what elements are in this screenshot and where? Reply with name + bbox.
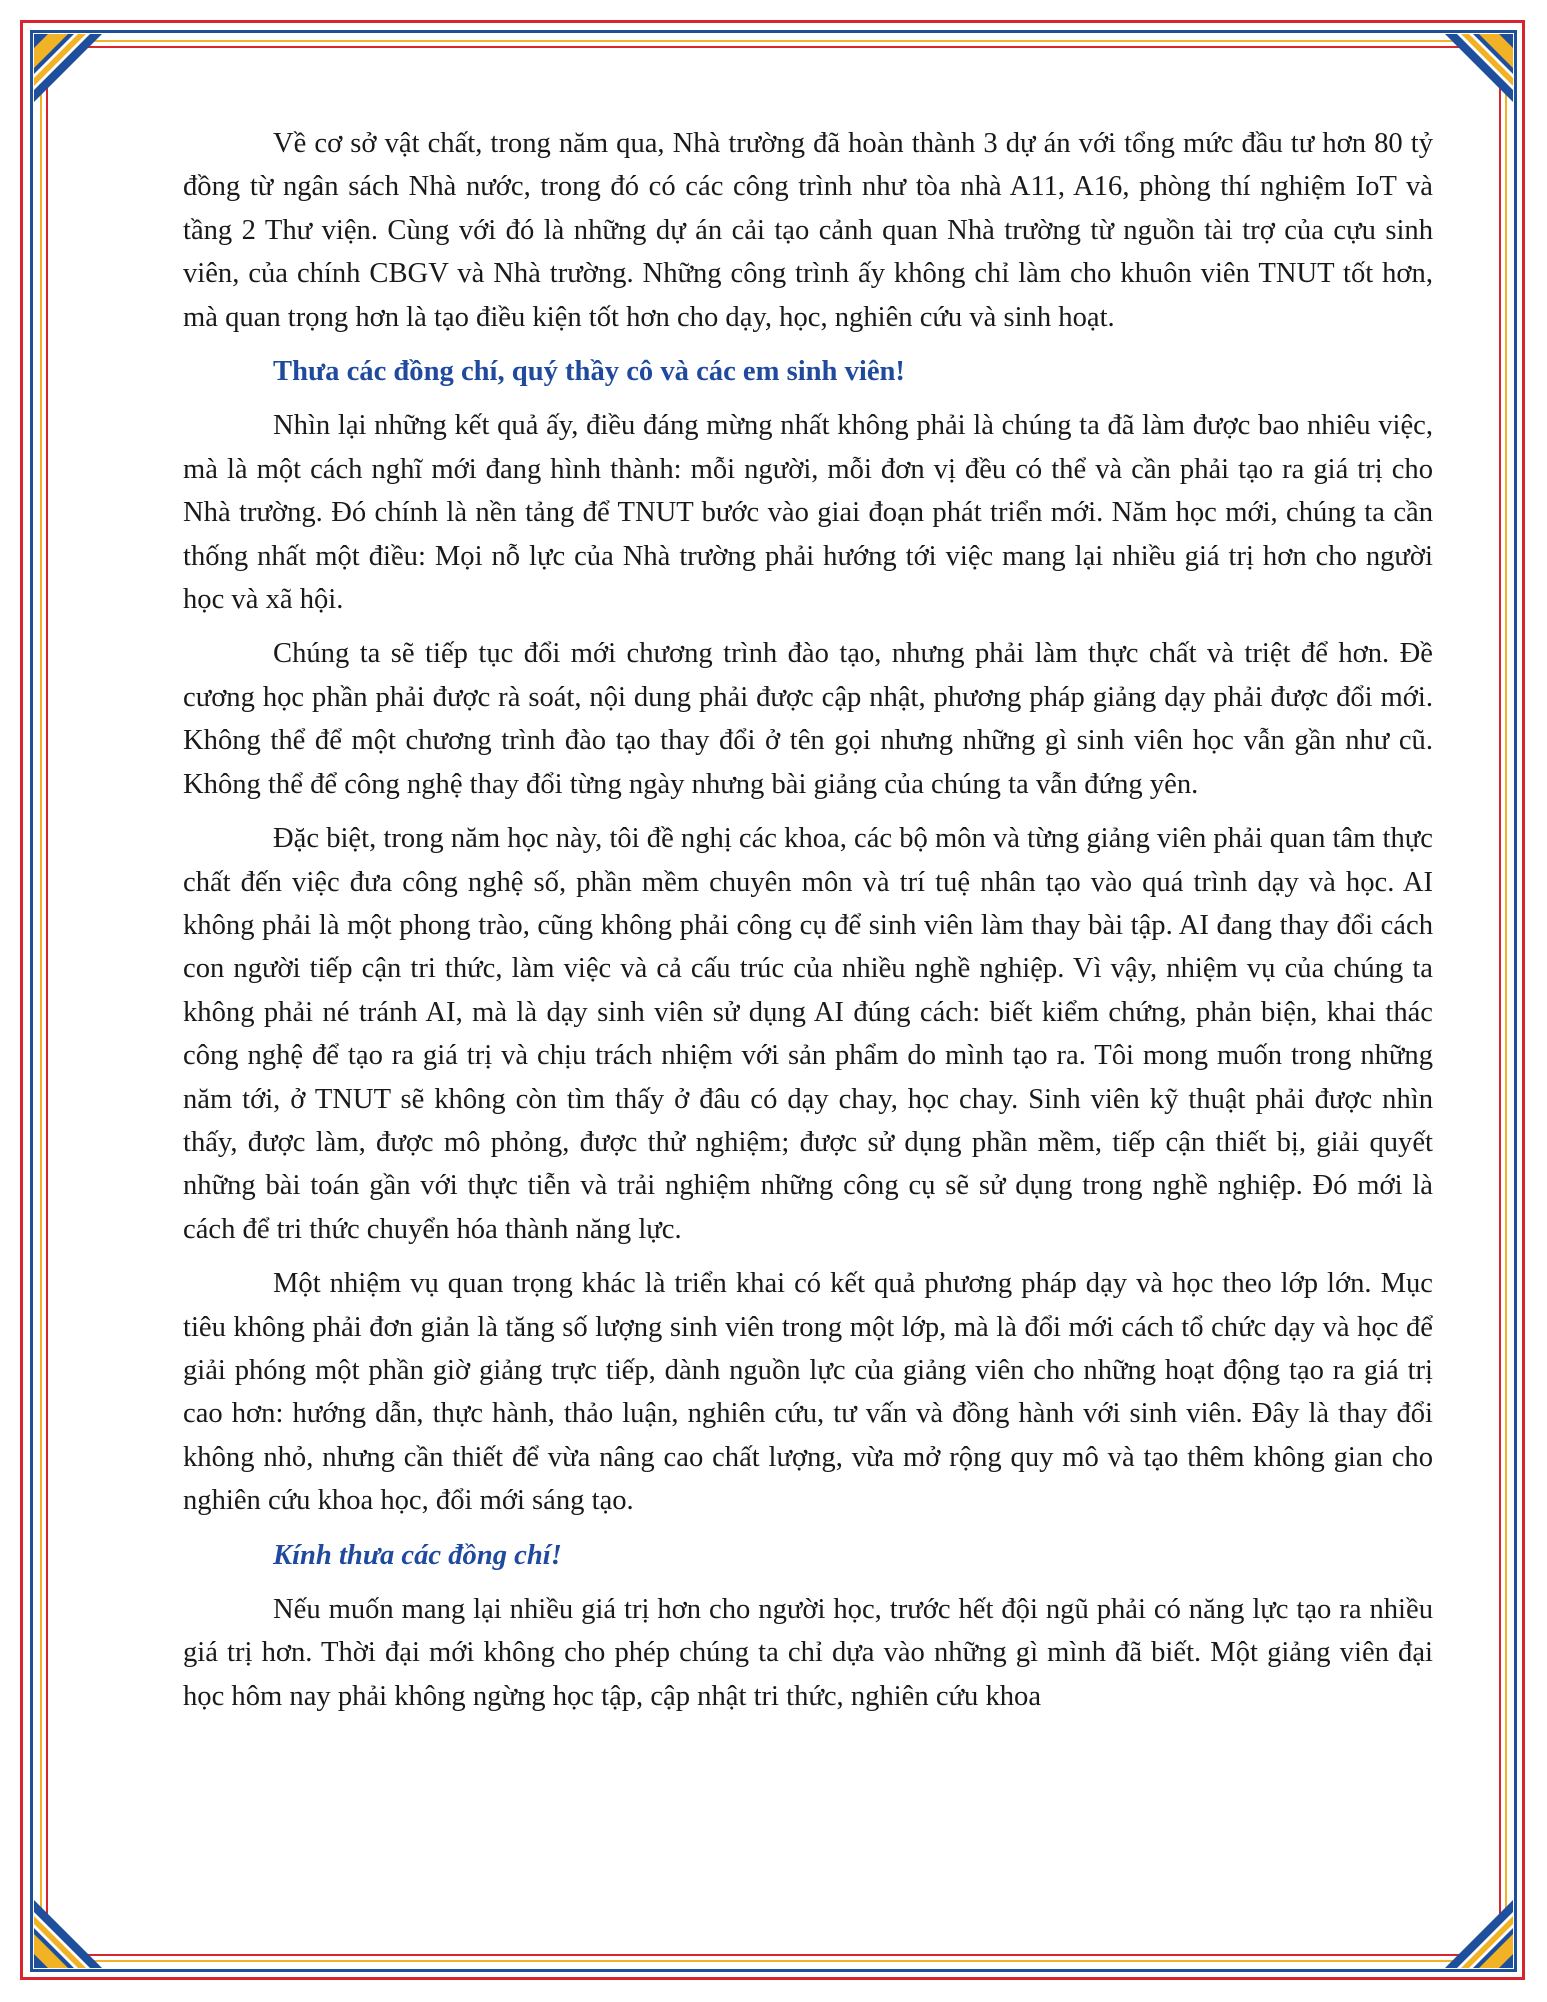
paragraph-ai-technology: Đặc biệt, trong năm học này, tôi đề nghị các khoa, các bộ môn và từng giảng viên phải quan tâm thực chất đến việc đưa công nghệ số, phần mềm chuyên môn và trí tuệ nhân tạo vào quá trình dạy và học. AI không phải là một phong trào, cũng không phải công cụ để sinh viên làm thay bài tập. AI đang thay đổi cách con người tiếp cận tri thức, làm việc và cả cấu trúc của nhiều nghề nghiệp. Vì vậy, nhiệm vụ của chúng ta không phải né tránh AI, mà là dạy sinh viên sử dụng AI đúng cách: biết kiểm chứng, phản biện, khai thác công nghệ để tạo ra giá trị và chịu trách nhiệm với sản phẩm do mình tạo ra. Tôi mong muốn trong những năm tới, ở TNUT sẽ không còn tìm thấy ở đâu có dạy chay, học chay. Sinh viên kỹ thuật phải được nhìn thấy, được làm, được mô phỏng, được thử nghiệm; được sử dụng phần mềm, tiếp cận thiết bị, giải quyết những bài toán gần với thực tiễn và trải nghiệm những công cụ sẽ sử dụng trong nghề nghiệp. Đó mới là cách để tri thức chuyển hóa thành năng lực. [183,823,1433,1245]
paragraph-large-classes: Một nhiệm vụ quan trọng khác là triển khai có kết quả phương pháp dạy và học theo lớp lớn. Mục tiêu không phải đơn giản là tăng số lượng sinh viên trong một lớp, mà là đổi mới cách tổ chức dạy và học để giải phóng một phần giờ giảng trực tiếp, dành nguồn lực của giảng viên cho những hoạt động tạo ra giá trị cao hơn: hướng dẫn, thực hành, thảo luận, nghiên cứu, tư vấn và đồng hành với sinh viên. Đây là thay đổi không nhỏ, nhưng cần thiết để vừa nâng cao chất lượng, vừa mở rộng quy mô và tạo thêm không gian cho nghiên cứu khoa học, đổi mới sáng tạo. [183,1268,1433,1517]
paragraph-facilities: Về cơ sở vật chất, trong năm qua, Nhà trường đã hoàn thành 3 dự án với tổng mức đầu tư hơn 80 tỷ đồng từ ngân sách Nhà nước, trong đó có các công trình như tòa nhà A11, A16, phòng thí nghiệm IoT và tầng 2 Thư viện. Cùng với đó là những dự án cải tạo cảnh quan Nhà trường từ nguồn tài trợ của cựu sinh viên, của chính CBGV và Nhà trường. Những công trình ấy không chỉ làm cho khuôn viên TNUT tốt hơn, mà quan trọng hơn là tạo điều kiện tốt hơn cho dạy, học, nghiên cứu và sinh hoạt. [183,128,1433,333]
corner-ornament-icon [1445,1900,1513,1968]
paragraph-reflection: Nhìn lại những kết quả ấy, điều đáng mừng nhất không phải là chúng ta đã làm được bao nhiêu việc, mà là một cách nghĩ mới đang hình thành: mỗi người, mỗi đơn vị đều có thể và cần phải tạo ra giá trị cho Nhà trường. Đó chính là nền tảng để TNUT bước vào giai đoạn phát triển mới. Năm học mới, chúng ta cần thống nhất một điều: Mọi nỗ lực của Nhà trường phải hướng tới việc mang lại nhiều giá trị hơn cho người học và xã hội. [183,410,1433,616]
section-heading-greeting: Thưa các đồng chí, quý thầy cô và các em sinh viên! [273,356,905,388]
section-heading-respect: Kính thưa các đồng chí! [273,1539,562,1571]
corner-ornament-icon [34,1900,102,1968]
paragraph-staff-capacity: Nếu muốn mang lại nhiều giá trị hơn cho người học, trước hết đội ngũ phải có năng lực tạo ra nhiều giá trị hơn. Thời đại mới không cho phép chúng ta chỉ dựa vào những gì mình đã biết. Một giảng viên đại học hôm nay phải không ngừng học tập, cập nhật tri thức, nghiên cứu khoa [183,1594,1433,1712]
paragraph-curriculum: Chúng ta sẽ tiếp tục đổi mới chương trình đào tạo, nhưng phải làm thực chất và triệt để hơn. Đề cương học phần phải được rà soát, nội dung phải được cập nhật, phương pháp giảng dạy phải được đổi mới. Không thể để một chương trình đào tạo thay đổi ở tên gọi nhưng những gì sinh viên học vẫn gần như cũ. Không thể để công nghệ thay đổi từng ngày nhưng bài giảng của chúng ta vẫn đứng yên. [183,638,1433,800]
corner-ornament-icon [34,34,102,102]
corner-ornament-icon [1445,34,1513,102]
document-body [183,122,1433,1729]
